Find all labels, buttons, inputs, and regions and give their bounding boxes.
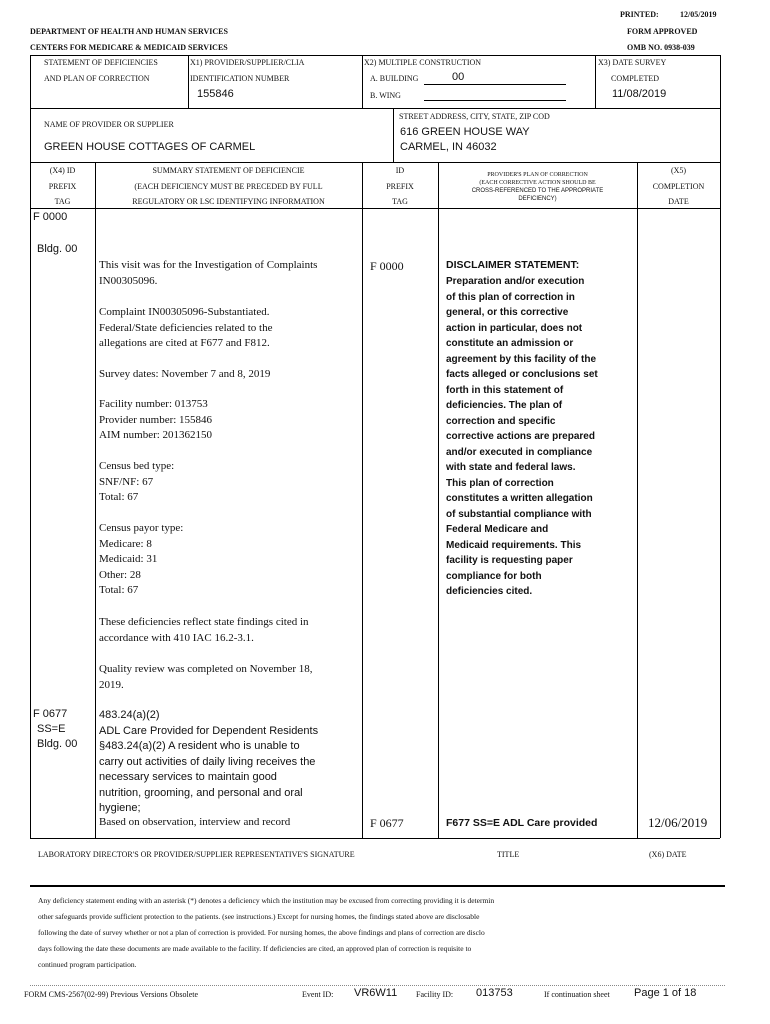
plan-header-1: PROVIDER'S PLAN OF CORRECTION	[487, 172, 588, 178]
printed-date: 12/05/2019	[680, 10, 717, 19]
based-on-text: Based on observation, interview and record	[99, 816, 291, 828]
lab-director-label: LABORATORY DIRECTOR'S OR PROVIDER/SUPPLIER REPRESENTATIVE'S SIGNATURE	[38, 850, 355, 859]
printed-label: PRINTED:	[620, 10, 659, 19]
completion-date: 12/06/2019	[648, 815, 708, 830]
x4-header-2: PREFIX	[48, 182, 77, 191]
x3-label-1: X3) DATE SURVEY	[598, 58, 667, 67]
tag-f0677: F 0677	[33, 708, 68, 720]
continuation-label: If continuation sheet	[544, 990, 610, 999]
plan-f677: F677 SS=E ADL Care provided	[446, 817, 598, 829]
facility-id-value: 013753	[476, 987, 513, 999]
summary-header-2: (EACH DEFICIENCY MUST BE PRECEDED BY FULL	[134, 182, 323, 191]
id-f0677: F 0677	[370, 816, 404, 830]
para-complaint: Complaint IN00305096-Substantiated. Federal/State deficiencies related to the allegations are cited at F677 and F812.	[99, 306, 273, 349]
address-line-2: CARMEL, IN 46032	[400, 141, 497, 153]
statement-label-1: STATEMENT OF DEFICIENCIES	[44, 58, 158, 67]
id-f0000: F 0000	[370, 259, 404, 273]
id-header-3: TAG	[392, 197, 408, 206]
survey-date: 11/08/2019	[612, 88, 667, 100]
bldg-label-2: Bldg. 00	[37, 738, 78, 750]
summary-header-1: SUMMARY STATEMENT OF DEFICIENCIE	[152, 166, 305, 175]
title-label: TITLE	[497, 850, 520, 859]
para-visit: This visit was for the Investigation of Complaints IN00305096.	[99, 259, 318, 287]
x4-header-3: TAG	[54, 197, 71, 206]
reg-text: 483.24(a)(2) ADL Care Provided for Dependent Residents §483.24(a)(2) A resident who is unable to carry out activities of daily living receives the necessary services to maintain good nutrition, grooming, and personal and oral hygiene;	[99, 709, 319, 814]
bldg-label-1: Bldg. 00	[37, 243, 78, 255]
form-approved: FORM APPROVED	[627, 27, 698, 36]
dept-name: DEPARTMENT OF HEALTH AND HUMAN SERVICES	[30, 27, 228, 36]
omb-number: OMB NO. 0938-039	[627, 43, 695, 52]
provider-name: GREEN HOUSE COTTAGES OF CARMEL	[44, 141, 256, 153]
para-quality-review: Quality review was completed on November 18, 2019.	[99, 663, 313, 691]
wing-label: B. WING	[370, 91, 401, 100]
facility-id-label: Facility ID:	[416, 990, 454, 999]
event-id-value: VR6W11	[354, 987, 398, 999]
id-header-2: PREFIX	[386, 182, 414, 191]
para-state-findings: These deficiencies reflect state findings cited in accordance with 410 IAC 16.2-3.1.	[99, 616, 309, 644]
para-survey-dates: Survey dates: November 7 and 8, 2019	[99, 368, 271, 380]
statement-label-2: AND PLAN OF CORRECTION	[44, 74, 150, 83]
provider-id: 155846	[197, 88, 234, 100]
address-label: STREET ADDRESS, CITY, STATE, ZIP COD	[399, 112, 550, 121]
form-id: FORM CMS-2567(02-99) Previous Versions Obsolete	[24, 990, 199, 999]
tag-f0000: F 0000	[33, 211, 68, 223]
para-census-payor: Census payor type: Medicare: 8 Medicaid: 31 Other: 28 Total: 67	[99, 522, 184, 596]
x1-label-2: IDENTIFICATION NUMBER	[190, 74, 290, 83]
event-id-label: Event ID:	[302, 990, 334, 999]
x5-header-3: DATE	[668, 197, 689, 206]
provider-name-label: NAME OF PROVIDER OR SUPPLIER	[44, 120, 174, 129]
x5-header-1: (X5)	[670, 166, 687, 175]
building-value: 00	[452, 71, 465, 83]
x3-label-2: COMPLETED	[611, 74, 659, 83]
para-numbers: Facility number: 013753 Provider number: 155846 AIM number: 201362150	[99, 398, 213, 441]
x4-header-1: (X4) ID	[49, 166, 76, 175]
para-census-bed: Census bed type: SNF/NF: 67 Total: 67	[99, 460, 175, 503]
page-number: Page 1 of 18	[634, 987, 697, 999]
summary-header-3: REGULATORY OR LSC IDENTIFYING INFORMATION	[132, 197, 325, 206]
plan-header-2: (EACH CORRECTIVE ACTION SHOULD BE	[479, 180, 596, 186]
ss-label: SS=E	[37, 723, 66, 735]
disclaimer-text: Preparation and/or execution of this plan of correction in general, or this corrective action in particular, does not constitute an admission or agreement by this facility of the facts alleged or conclusions set forth in this statement of deficiencies. The plan of correction and specific corrective actions are prepared and/or executed in compliance with state and federal laws. This plan of correction constitutes a written allegation of substantial compliance with Federal Medicare and Medicaid requirements. This facility is requesting paper compliance for both deficiencies cited.	[446, 276, 598, 597]
footnote: Any deficiency statement ending with an asterisk (*) denotes a deficiency which the institution may be excused from correcting providing it is determin other safeguards provide sufficient protection to the patients. (see instructions.) Except for nursing homes, the findings stated above are disclosable following the date of survey whether or not a plan of correction is provided. For nursing homes, the above findings and plans of correction are disclo days following the date these documents are made available to the facility. If deficiencies are cited, an approved plan of correction is requisite to continued program participation.	[38, 896, 495, 969]
x2-label: X2) MULTIPLE CONSTRUCTION	[364, 58, 482, 67]
building-label: A. BUILDING	[370, 74, 419, 83]
centers-name: CENTERS FOR MEDICARE & MEDICAID SERVICES	[30, 43, 228, 52]
id-header-1: ID	[395, 166, 405, 175]
x5-header-2: COMPLETION	[652, 182, 705, 191]
plan-header-3: CROSS-REFERENCED TO THE APPROPRIATE	[471, 188, 604, 194]
x1-label-1: X1) PROVIDER/SUPPLIER/CLIA	[190, 58, 305, 67]
disclaimer-title: DISCLAIMER STATEMENT:	[446, 259, 580, 271]
address-line-1: 616 GREEN HOUSE WAY	[400, 126, 530, 138]
plan-header-4: DEFICIENCY)	[518, 196, 557, 202]
x6-date-label: (X6) DATE	[649, 850, 687, 859]
